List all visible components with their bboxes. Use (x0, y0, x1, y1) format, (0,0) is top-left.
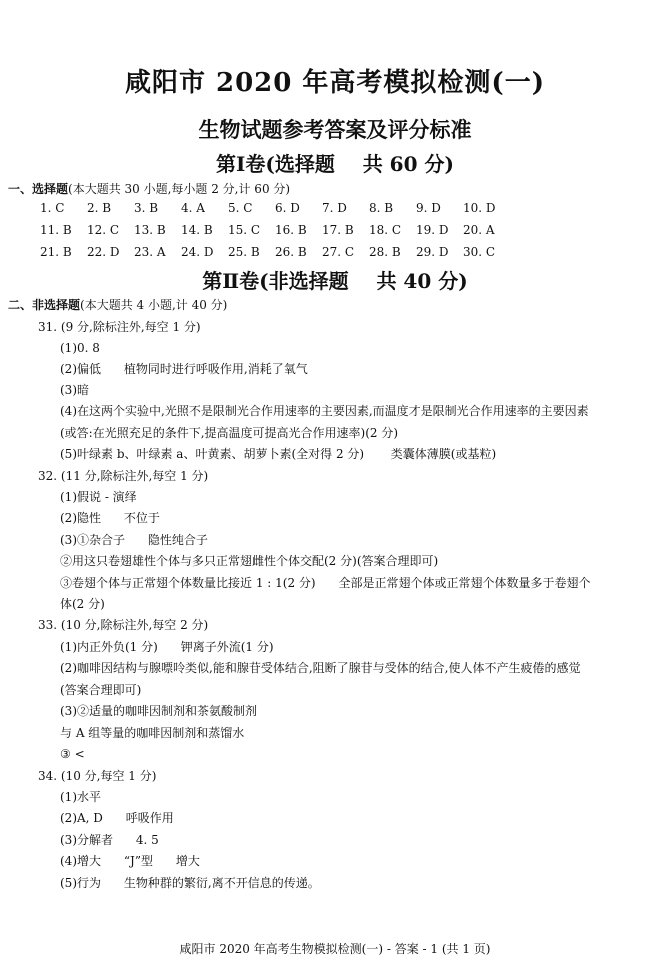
q34-answer-line: (2)A, D 呼吸作用 (60, 811, 174, 825)
answer-item: 26. B (275, 245, 307, 259)
answer-item: 12. C (87, 223, 120, 237)
answer-item: 11. B (40, 223, 72, 237)
answer-item: 23. A (134, 245, 166, 259)
section1-header (8, 180, 290, 197)
q33-answer-line: (答案合理即可) (60, 683, 142, 697)
q32-answer-line: (2)隐性 不位于 (60, 511, 160, 525)
answer-item: 16. B (275, 223, 307, 237)
answer-item: 17. B (322, 223, 354, 237)
answer-item: 25. B (228, 245, 260, 259)
answer-item: 19. D (416, 223, 449, 237)
answer-item: 1. C (40, 201, 65, 215)
section2-note: (本大题共 4 小题,计 40 分) (80, 298, 228, 312)
answer-item: 8. B (369, 201, 394, 215)
answer-item: 10. D (463, 201, 496, 215)
q34-answer-line: (4)增大 “J”型 增大 (60, 854, 200, 868)
q33-answer-line: (3)②适量的咖啡因制剂和茶氨酸制剂 (60, 704, 257, 718)
page-footer: 咸阳市 2020 年高考生物模拟检测(一) - 答案 - 1 (共 1 页) (179, 942, 491, 956)
section2-label: 二、非选择题 (8, 298, 81, 312)
answer-row (40, 201, 510, 223)
answer-item: 5. C (228, 201, 253, 215)
q33-answer-line: ③ < (60, 747, 85, 761)
answer-item: 24. D (181, 245, 214, 259)
answer-item: 9. D (416, 201, 441, 215)
answer-item: 4. A (181, 201, 205, 215)
answer-item: 7. D (322, 201, 347, 215)
q34-answer-line: (5)行为 生物种群的繁衍,离不开信息的传递。 (60, 876, 320, 890)
answer-item: 3. B (134, 201, 159, 215)
q34-heading: 34. (10 分,每空 1 分) (38, 769, 157, 783)
answer-item: 30. C (463, 245, 496, 259)
q33-answer-line: (1)内正外负(1 分) 钾离子外流(1 分) (60, 640, 274, 654)
answer-item: 18. C (369, 223, 402, 237)
q31-answer-line: (4)在这两个实验中,光照不是限制光合作用速率的主要因素,而温度才是限制光合作用速率的主要因素 (60, 404, 589, 418)
q31-answer-line: (或答:在光照充足的条件下,提高温度可提高光合作用速率)(2 分) (60, 426, 399, 440)
q33-heading: 33. (10 分,除标注外,每空 2 分) (38, 618, 209, 632)
answer-item: 13. B (134, 223, 166, 237)
answer-item: 22. D (87, 245, 120, 259)
answer-item: 2. B (87, 201, 112, 215)
q34-answer-line: (3)分解者 4. 5 (60, 833, 159, 847)
answer-item: 15. C (228, 223, 261, 237)
section1-note: (本大题共 30 小题,每小题 2 分,计 60 分) (68, 182, 291, 196)
volume1-heading: 第Ⅰ卷(选择题 共 60 分) (216, 152, 454, 176)
page-subtitle: 生物试题参考答案及评分标准 (198, 117, 472, 142)
q31-answer-line: (3)暗 (60, 383, 89, 397)
q31-answer-line: (1)0. 8 (60, 341, 100, 355)
q32-answer-line: (1)假说 - 演绎 (60, 490, 137, 504)
section2-header (8, 296, 227, 313)
multiple-choice-answers (40, 201, 510, 267)
q32-answer-line: (3)①杂合子 隐性纯合子 (60, 533, 208, 547)
page-title: 咸阳市 2020 年高考模拟检测(一) (124, 68, 546, 98)
q31-answer-line: (5)叶绿素 b、叶绿素 a、叶黄素、胡萝卜素(全对得 2 分) 类囊体薄膜(或基粒) (60, 447, 497, 461)
answer-row (40, 223, 510, 245)
answer-item: 20. A (463, 223, 495, 237)
answer-item: 27. C (322, 245, 355, 259)
volume2-heading: 第Ⅱ卷(非选择题 共 40 分) (202, 269, 468, 293)
section1-label: 一、选择题 (8, 182, 69, 196)
q33-answer-line: 与 A 组等量的咖啡因制剂和蒸馏水 (60, 726, 245, 740)
q32-answer-line: ③卷翅个体与正常翅个体数量比接近 1 : 1(2 分) 全部是正常翅个体或正常翅个体数量多于卷翅个 (60, 576, 591, 590)
answer-item: 29. D (416, 245, 449, 259)
answer-item: 14. B (181, 223, 213, 237)
answer-item: 6. D (275, 201, 300, 215)
q34-answer-line: (1)水平 (60, 790, 101, 804)
q31-answer-line: (2)偏低 植物同时进行呼吸作用,消耗了氧气 (60, 362, 308, 376)
answer-row (40, 245, 510, 267)
answer-item: 28. B (369, 245, 401, 259)
q32-answer-line: ②用这只卷翅雄性个体与多只正常翅雌性个体交配(2 分)(答案合理即可) (60, 554, 439, 568)
answer-item: 21. B (40, 245, 72, 259)
q32-answer-line: 体(2 分) (60, 597, 105, 611)
q31-heading: 31. (9 分,除标注外,每空 1 分) (38, 320, 201, 334)
q32-heading: 32. (11 分,除标注外,每空 1 分) (38, 469, 209, 483)
q33-answer-line: (2)咖啡因结构与腺嘌呤类似,能和腺苷受体结合,阻断了腺苷与受体的结合,使人体不产生疲倦的感觉 (60, 661, 581, 675)
